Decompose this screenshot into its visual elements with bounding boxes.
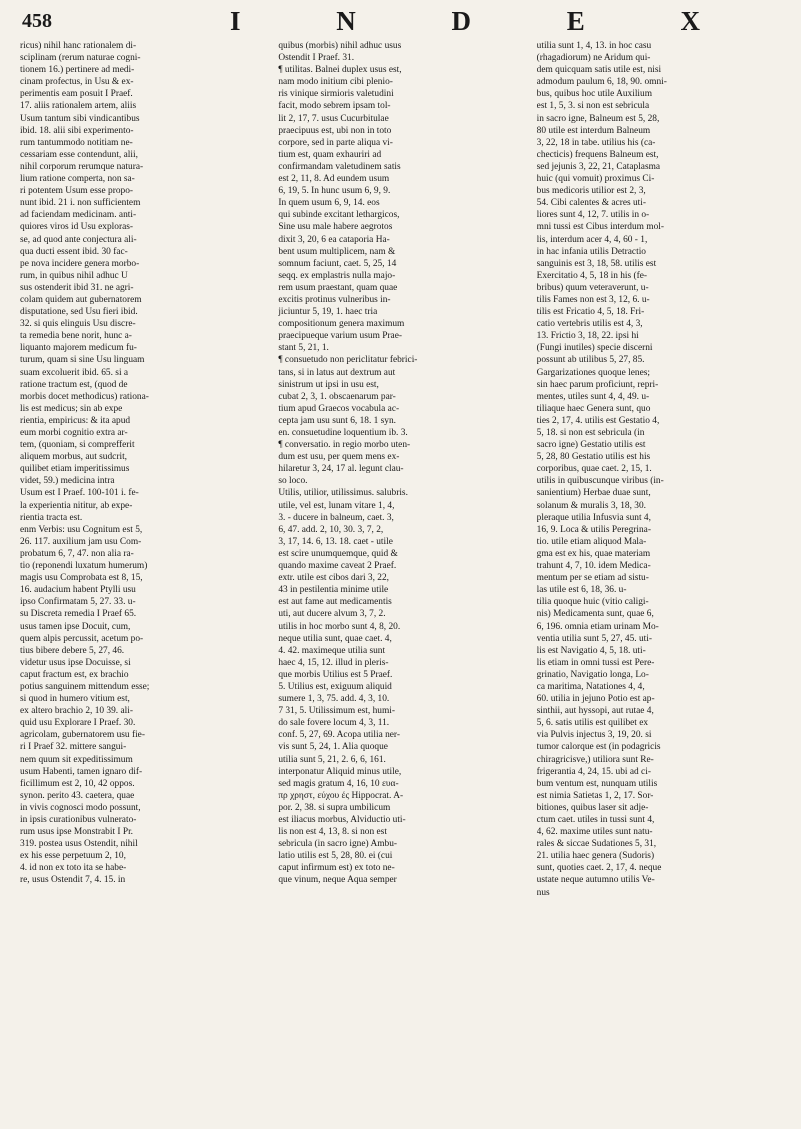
running-title xyxy=(230,6,700,37)
page-number: 458 xyxy=(22,10,52,32)
column-text: utilia sunt 1, 4, 13. in hoc casu (rhagadiorum) ne Aridum qui- dem quicquam satis utile est, nisi admodum paulum 6, 18, 90. omni- bus, quibus hoc utile Auxilium est 1, 5, 3. si non est sebricula in sacro igne, Balneum est 5, 28, 80 utile est interdum Balneum 3, 22, 18 in tabe. utilius his (ca- checticis) frequens Balneum est, sed jejunis 3, 22, 21, Cataplasma huic (qui vomuit) proximus Ci- bus medicoris utilior est 2, 3, 54. Cibi calentes & acres uti- liores sunt 4, 12, 7. utilis in o- mni tussi est Cibus interdum mol- lis, interdum acer 4, 4, 60 - 1, in hac infania utilis Detractio sanguinis est 3, 18, 58. utilis est Exercitatio 4, 5, 18 in his (fe- bribus) quum veteraverunt, u- tilis Fames non est 3, 12, 6. u- tilis est Fricatio 4, 5, 18. Fri- catio vertebris utilis est 4, 3, 13. Frictio 3, 18, 22. ipsi hi (Fungi inutiles) specie discerni possunt ab utilibus 5, 27, 85. Gargarizationes quoque lenes; sin haec parum proficiunt, repri- mentes, utiles sunt 4, 4, 49. u- tiliaque haec Genera sunt, quo ties 2, 17, 4. utilis est Gestatio 4, 5, 18. si non est sebricula (in sacro igne) Gestatio utilis est 5, 28, 80 Gestatio utilis est his corporibus, quae caet. 2, 15, 1. utilis in quibuscunque viribus (in- sanientium) Herbae duae sunt, solanum & muralis 3, 18, 30. pleraque utilia Infusvia sunt 4, 16, 9. Loca & utilis Peregrina- tio. utile etiam aliquod Mala- gma est ex his, quae materiam trahunt 4, 7, 10. idem Medica- mentum per se etiam ad sistu- las utile est 6, 18, 36. u- tilia quoque huic (vitio caligi- nis) Medicamenta sunt, quae 6, 6, 196. omnia etiam urinam Mo- ventia utilia sunt 5, 27, 45. uti- lis est Navigatio 4, 5, 18. uti- lis etiam in omni tussi est Pere- grinatio, Navigatio longa, Lo- ca maritima, Natationes 4, 4, 60. utilia in jejuno Potio est ap- sinthii, aut hyssopi, aut rutae 4, 5, 6. satis utilis est quilibet ex via Pulvis injectus 3, 19, 20. si tumor calorque est (in podagricis chiragricisve,) utiliora sunt Re- frigerantia 4, 24, 15. ubi ad ci- bum ventum est, nunquam utilis est nimia Satietas 1, 2, 17. Sor- bitiones, quibus laser sit adje- ctum caet. utiles in tussi sunt 4, 4, 62. maxime utiles sunt natu- rales & siccae Sudationes 5, 31, 21. utilia haec genera (Sudoris) sunt, quoties caet. 2, 17, 4. neque ustate neque autumno utilis Ve- nus xyxy=(536,41,667,898)
running-title-letter: D xyxy=(451,6,471,36)
running-title-letter: N xyxy=(336,6,356,36)
running-title-letter: I xyxy=(230,6,241,36)
page-header xyxy=(20,6,781,40)
column-text: ricus) nihil hanc rationalem di- sciplinam (rerum naturae cogni- tionem 16.) pertinere ad medi- cinam profectus, in Usu & ex- perimentis eam posuit I Praef. 17. aliis rationalem artem, aliis Usum tantum sibi vindicantibus ibid. 18. alii sibi experimento- rum tantummodo notitiam ne- cessariam esse contendunt, alii, nihil corporum rerumque natura- lium ratione comperta, non sa- ri potentem Usum esse propo- nunt ibid. 21 i. non sufficientem ad faciendam medicinam. anti- quiores viros id Usu exploras- se, ad quod ante conjectura ali- qua ducti essent ibid. 30 fac- pe nova incidere genera morbo- rum, in quibus nihil adhuc U sus ostenderit ibid 31. ne agri- colam quidem aut gubernatorem disputatione, sed Usu fieri ibid. 32. si quis elinguis Usu discre- ta remedia bene norit, hunc a- liquanto majorem medicum fu- turum, quam si sine Usu linguam suam excoluerit ibid. 65. si a ratione tractum est, (quod de morbis docet methodicus) rationa- lis est medicus; sin ab expe rientia, empiricus: & ita apud eum morbi cognitio extra ar- tem, (quoniam, si comprefferit aliquem morbus, aut sudcrit, quilibet etiam imperitissimus videt, 59.) medicina intra Usum est I Praef. 100-101 i. fe- la experientia nititur, ab expe- rientia tracta est. enm Verbis: usu Cognitum est 5, 26. 117. auxilium jam usu Com- probatum 6, 7, 47. non alia ra- tio (reponendi luxatum humerum) magis usu Comprobata est 8, 15, 16. audacium habent Ptylli usu ipso Confirmatam 5, 27. 33. u- su Discreta remedia I Praef 65. usus tamen ipse Docuit, cum, quem alpis percussit, acetum po- tius bibere debere 5, 27, 46. videtur usus ipse Docuisse, si caput fractum est, ex brachio potius sanguinem mittendum esse; si quod in humero vitium est, ex altero brachio 2, 10 39. ali- quid usu Explorare I Praef. 30. agricolam, gubernatorem usu fie- ri I Praef 32. mittere sangui- nem quum sit expeditissimum usum Habenti, tamen ignaro dif- ficillimum est 2, 10, 42 oppos. synon. perito 43. caetera, quae in vivis cognosci modo possunt, in ipsis curationibus vulnerato- rum usus ipse Monstrabit I Pr. 319. postea usus Ostendit, nihil ex his esse perpetuum 2, 10, 4. id non ex toto ita se habe- re, usus Ostendit 7, 4. 15. in xyxy=(20,41,150,886)
column-text: quibus (morbis) nihil adhuc usus Ostendit I Praef. 31. ¶ utilitas. Balnei duplex usus est, nam modo initium cibi plenio- ris vinique sirmioris valetudini facit, modo sebrem ipsam tol- lit 2, 17, 7. usus Cucurbitulae praecipuus est, ubi non in toto corpore, sed in parte aliqua vi- tium est, quam exhauriri ad confirmandam valetudinem satis est 2, 11, 8. Ad eundem usum 6, 19, 5. In hunc usum 6, 9, 9. In quem usum 6, 9, 14. eos qui subinde excitant lethargicos, Sine usu male habere aegrotos dixit 3, 20, 6 ea cataporia Ha- bent usum multiplicem, nam & somnum faciunt, caet. 5, 25, 14 seqq. ex emplastris nulla majo- rem usum praestant, quam quae excitis protinus vulneribus in- jiciuntur 5, 19, 1. haec tria compositionum genera maximum praecipueque varium usum Prae- stant 5, 21, 1. ¶ consuetudo non periclitatur febrici- tans, si in latus aut dextrum aut sinistrum ut ipsi in usu est, cubat 2, 3, 1. obscaenarum par- tium apud Graecos vocabula ac- cepta jam usu sunt 6, 18. 1 syn. en. consuetudine loquentium ib. 3. ¶ conversatio. in regio morbo uten- dum est usu, per quem mens ex- hilaretur 3, 24, 17 al. legunt clau- so loco. Utilis, utilior, utilissimus. salubris. utile, vel est, lunam vitare 1, 4, 3. - ducere in balneum, caet. 3, 6, 47. add. 2, 10, 30. 3, 7, 2, 3, 17, 14. 6, 13. 18. caet - utile est scire unumquemque, quid & quando maxime caveat 2 Praef. extr. utile est cibos dari 3, 22, 43 in pestilentia minime utile est aut fame aut medicamentis uti, aut ducere alvum 3, 7, 2. utilis in hoc morbo sunt 4, 8, 20. neque utilia sunt, quae caet. 4, 4. 42. maximeque utilia sunt haec 4, 15, 12. illud in pleris- que morbis Utilius est 5 Praef. 5. Utilius est, exiguum aliquid sumere 1, 3, 75. add. 4, 3, 10. 7 31, 5. Utilissimum est, humi- do sale fovere locum 4, 3, 11. conf. 5, 27, 69. Acopa utilia ner- vis sunt 5, 24, 1. Alia quoque utilia sunt 5, 21, 2. 6, 6, 161. interponatur Aliquid minus utile, sed magis gratum 4, 16, 10 ευα- πρ χρηστ, εύχου ές Hippocrat. A- por. 2, 38. si supra umbilicum est iliacus morbus, Alviductio uti- lis non est 4, 13, 8. si non est sebricula (in sacro igne) Ambu- latio utilis est 5, 28, 80. ei (cui caput infirmum est) ex toto ne- que vinum, neque Aqua semper xyxy=(278,41,418,886)
running-title-letter: E xyxy=(566,6,585,36)
index-columns xyxy=(20,40,781,1120)
index-column-middle xyxy=(278,40,522,1120)
index-column-left xyxy=(20,40,264,1120)
index-column-right xyxy=(537,40,781,1120)
running-title-letter: X xyxy=(680,6,700,36)
